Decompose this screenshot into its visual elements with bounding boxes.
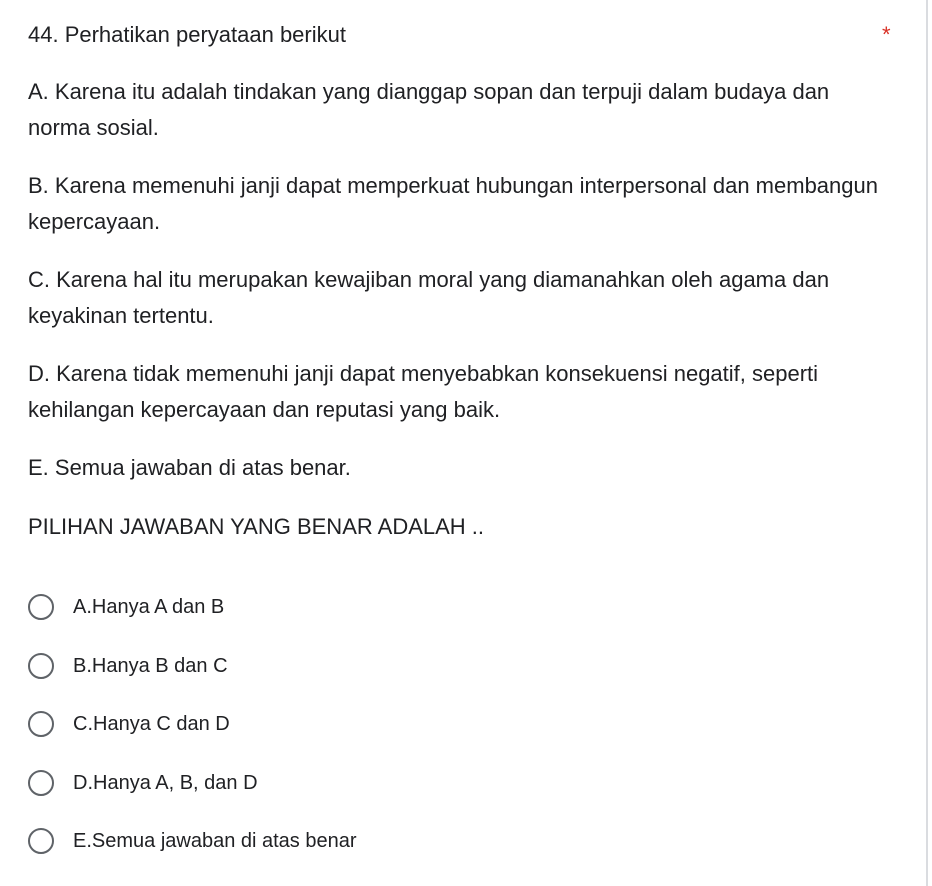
option-label: C.Hanya C dan D bbox=[73, 713, 230, 736]
radio-button-e[interactable] bbox=[28, 828, 54, 854]
option-c[interactable] bbox=[26, 695, 726, 754]
option-d[interactable] bbox=[26, 754, 726, 813]
question-title: 44. Perhatikan peryataan berikut bbox=[28, 22, 346, 47]
option-label: E.Semua jawaban di atas benar bbox=[73, 830, 357, 853]
radio-button-d[interactable] bbox=[28, 770, 54, 796]
option-a[interactable] bbox=[26, 578, 726, 637]
statement-a: A. Karena itu adalah tindakan yang dianggap sopan dan terpuji dalam budaya dan norma sosial. bbox=[28, 79, 830, 140]
option-label: D.Hanya A, B, dan D bbox=[73, 771, 258, 794]
radio-button-a[interactable] bbox=[28, 594, 54, 620]
option-e[interactable] bbox=[26, 812, 726, 871]
option-label: B.Hanya B dan C bbox=[73, 654, 228, 677]
option-label: A.Hanya A dan B bbox=[73, 596, 225, 619]
statement-c: C. Karena hal itu merupakan kewajiban moral yang diamanahkan oleh agama dan keyakinan tertentu. bbox=[28, 267, 830, 328]
statement-e: E. Semua jawaban di atas benar. bbox=[28, 455, 351, 480]
radio-group bbox=[26, 578, 726, 871]
statement-d: D. Karena tidak memenuhi janji dapat menyebabkan konsekuensi negatif, seperti kehilangan kepercayaan dan reputasi yang baik. bbox=[28, 361, 819, 422]
statement-b: B. Karena memenuhi janji dapat memperkuat hubungan interpersonal dan membangun kepercayaan. bbox=[28, 173, 878, 234]
answer-prompt: PILIHAN JAWABAN YANG BENAR ADALAH .. bbox=[28, 514, 485, 539]
option-b[interactable] bbox=[26, 637, 726, 696]
radio-button-c[interactable] bbox=[28, 711, 54, 737]
radio-button-b[interactable] bbox=[28, 653, 54, 679]
required-marker: * bbox=[882, 22, 891, 47]
